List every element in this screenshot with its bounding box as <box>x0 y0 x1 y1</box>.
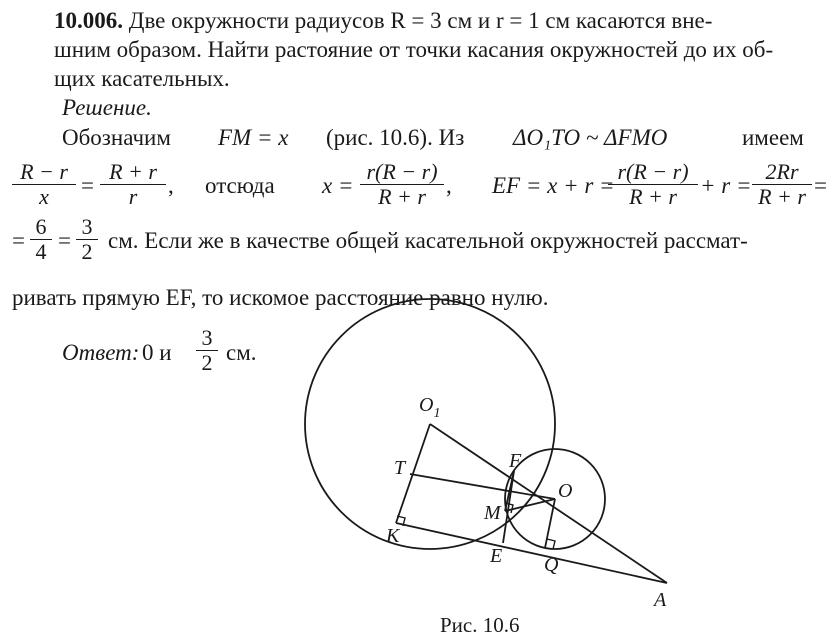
solution-line-c: ривать прямую EF, то искомое расстояние равно нулю. <box>12 285 549 310</box>
equals-mid: = <box>58 228 71 253</box>
intro-ris: (рис. 10.6). Из <box>326 125 465 150</box>
right-angle-q <box>547 539 555 549</box>
frac1-den: x <box>12 184 76 209</box>
frac7-den: 2 <box>76 239 98 264</box>
frac5-num: 2Rr <box>765 159 799 184</box>
frac2-num: R + r <box>109 159 157 184</box>
line-t-o <box>410 474 555 499</box>
comma-2: , <box>446 173 452 198</box>
frac4-num: r(R − r) <box>617 159 689 184</box>
comma-1: , <box>168 173 174 198</box>
ef-equals: EF = x + r = <box>492 173 615 198</box>
answer-frac-den: 2 <box>196 350 218 375</box>
label-k: K <box>386 525 400 547</box>
label-t: T <box>394 457 406 479</box>
otsyuda-word: отсюда <box>205 173 275 198</box>
answer-frac-num: 3 <box>201 325 213 350</box>
frac3-num: r(R − r) <box>366 159 438 184</box>
intro-fm-x: FM = x <box>218 125 289 150</box>
label-q: Q <box>544 554 559 576</box>
solution-heading: Решение. <box>62 95 152 120</box>
x-equals: x = <box>322 173 354 198</box>
intro-similarity: ΔO₁TO ~ ΔFMO <box>513 125 668 150</box>
answer-label: Ответ: <box>62 340 140 365</box>
answer-unit: см. <box>226 340 257 365</box>
label-o1: $O_1$ <box>419 394 441 421</box>
tangent-line-ka <box>396 523 667 583</box>
problem-text-1: Две окружности радиусов R = 3 см и r = 1 см касаются вне- <box>128 8 713 33</box>
intro-imeem: имеем <box>742 125 804 150</box>
frac4-den: R + r <box>608 184 698 209</box>
frac6-den: 4 <box>30 239 52 264</box>
solution-line-b: см. Если же в качестве общей касательной окружностей рассмат- <box>108 228 748 253</box>
frac5-den: R + r <box>752 184 812 209</box>
frac2-den: r <box>100 184 166 209</box>
problem-text-3: щих касательных. <box>54 66 230 91</box>
problem-text-2: шним образом. Найти растояние от точки касания окружностей до их об- <box>54 37 774 62</box>
label-m: M <box>484 502 501 524</box>
intro-oboznachim: Обозначим <box>62 125 171 150</box>
equals-1: = <box>81 173 94 198</box>
figure-caption: Рис. 10.6 <box>440 613 520 637</box>
plus-r-equals: + r = <box>700 173 752 198</box>
frac1-num: R − r <box>20 159 68 184</box>
answer-value: 0 и <box>142 340 172 365</box>
label-f: F <box>509 450 522 472</box>
frac3-den: R + r <box>360 184 444 209</box>
problem-number: 10.006. <box>54 8 123 33</box>
frac7-num: 3 <box>81 214 93 239</box>
label-o: O <box>558 480 573 502</box>
equals-start: = <box>12 228 25 253</box>
label-a: A <box>654 589 667 611</box>
label-e: E <box>490 545 503 567</box>
frac6-num: 6 <box>35 214 47 239</box>
equals-end: = <box>814 173 827 198</box>
